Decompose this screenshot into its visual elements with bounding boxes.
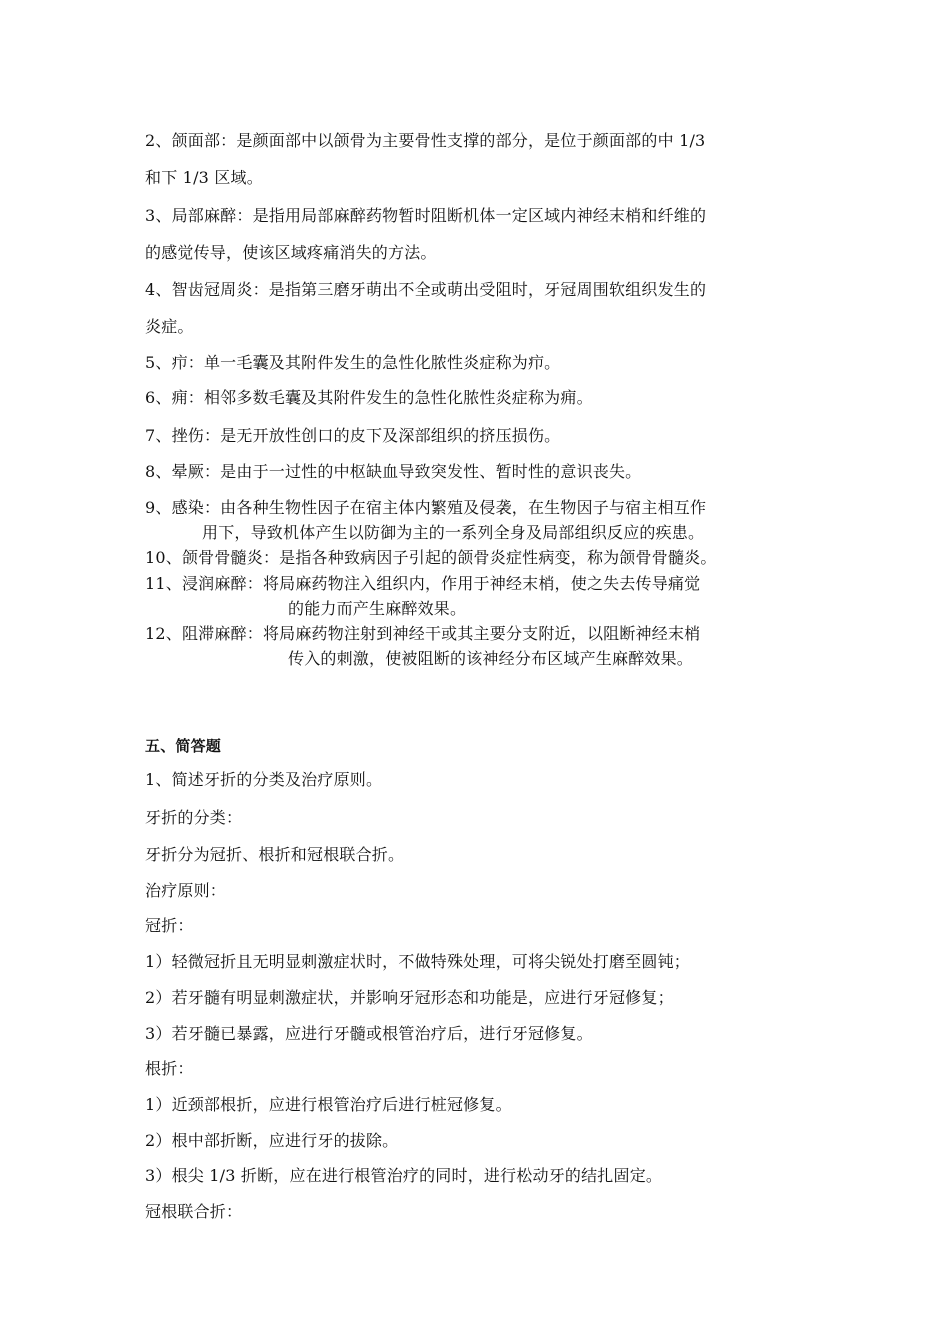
root-fracture-item-3: 3）根尖 1/3 折断，应在进行根管治疗的同时，进行松动牙的结扎固定。: [145, 1166, 663, 1185]
root-fracture-item-2: 2）根中部折断，应进行牙的拔除。: [145, 1131, 399, 1150]
question-1: 1、简述牙折的分类及治疗原则。: [145, 770, 383, 789]
definition-2-line-1: 2、颌面部：是颜面部中以颌骨为主要骨性支撑的部分，是位于颜面部的中 1/3: [145, 131, 706, 150]
crown-fracture-label: 冠折：: [145, 916, 194, 935]
definition-5: 5、疖：单一毛囊及其附件发生的急性化脓性炎症称为疖。: [145, 353, 561, 372]
definition-9-line-2: 用下，导致机体产生以防御为主的一系列全身及局部组织反应的疾患。: [202, 523, 705, 542]
definition-11-line-2: 的能力而产生麻醉效果。: [288, 599, 467, 618]
definition-12-line-1: 12、阻滞麻醉：将局麻药物注射到神经干或其主要分支附近，以阻断神经末梢: [145, 624, 701, 643]
definition-2-line-2: 和下 1/3 区域。: [145, 168, 263, 187]
crown-root-fracture-label: 冠根联合折：: [145, 1202, 243, 1221]
definition-11-line-1: 11、浸润麻醉：将局麻药物注入组织内，作用于神经末梢，使之失去传导痛觉: [145, 574, 701, 593]
root-fracture-label: 根折：: [145, 1059, 194, 1078]
answer-principles-label: 治疗原则：: [145, 881, 227, 900]
definition-3-line-2: 的感觉传导，使该区域疼痛消失的方法。: [145, 243, 437, 262]
definition-6: 6、痈：相邻多数毛囊及其附件发生的急性化脓性炎症称为痈。: [145, 388, 593, 407]
definition-4-line-2: 炎症。: [145, 317, 194, 336]
answer-classification: 牙折分为冠折、根折和冠根联合折。: [145, 845, 405, 864]
crown-fracture-item-3: 3）若牙髓已暴露，应进行牙髓或根管治疗后，进行牙冠修复。: [145, 1024, 593, 1043]
definition-10: 10、颌骨骨髓炎：是指各种致病因子引起的颌骨炎症性病变，称为颌骨骨髓炎。: [145, 548, 717, 567]
definition-7: 7、挫伤：是无开放性创口的皮下及深部组织的挤压损伤。: [145, 426, 561, 445]
definition-12-line-2: 传入的刺激，使被阻断的该神经分布区域产生麻醉效果。: [288, 649, 694, 668]
definition-4-line-1: 4、智齿冠周炎：是指第三磨牙萌出不全或萌出受阻时，牙冠周围软组织发生的: [145, 280, 707, 299]
crown-fracture-item-2: 2）若牙髓有明显刺激症状，并影响牙冠形态和功能是，应进行牙冠修复；: [145, 988, 674, 1007]
definition-9-line-1: 9、感染：由各种生物性因子在宿主体内繁殖及侵袭，在生物因子与宿主相互作: [145, 498, 707, 517]
answer-classification-label: 牙折的分类：: [145, 808, 243, 827]
definition-3-line-1: 3、局部麻醉：是指用局部麻醉药物暂时阻断机体一定区域内神经末梢和纤维的: [145, 206, 707, 225]
section-heading: 五、简答题: [145, 737, 222, 755]
crown-fracture-item-1: 1）轻微冠折且无明显刺激症状时，不做特殊处理，可将尖锐处打磨至圆钝；: [145, 952, 690, 971]
definition-8: 8、晕厥：是由于一过性的中枢缺血导致突发性、暂时性的意识丧失。: [145, 462, 642, 481]
root-fracture-item-1: 1）近颈部根折，应进行根管治疗后进行桩冠修复。: [145, 1095, 512, 1114]
